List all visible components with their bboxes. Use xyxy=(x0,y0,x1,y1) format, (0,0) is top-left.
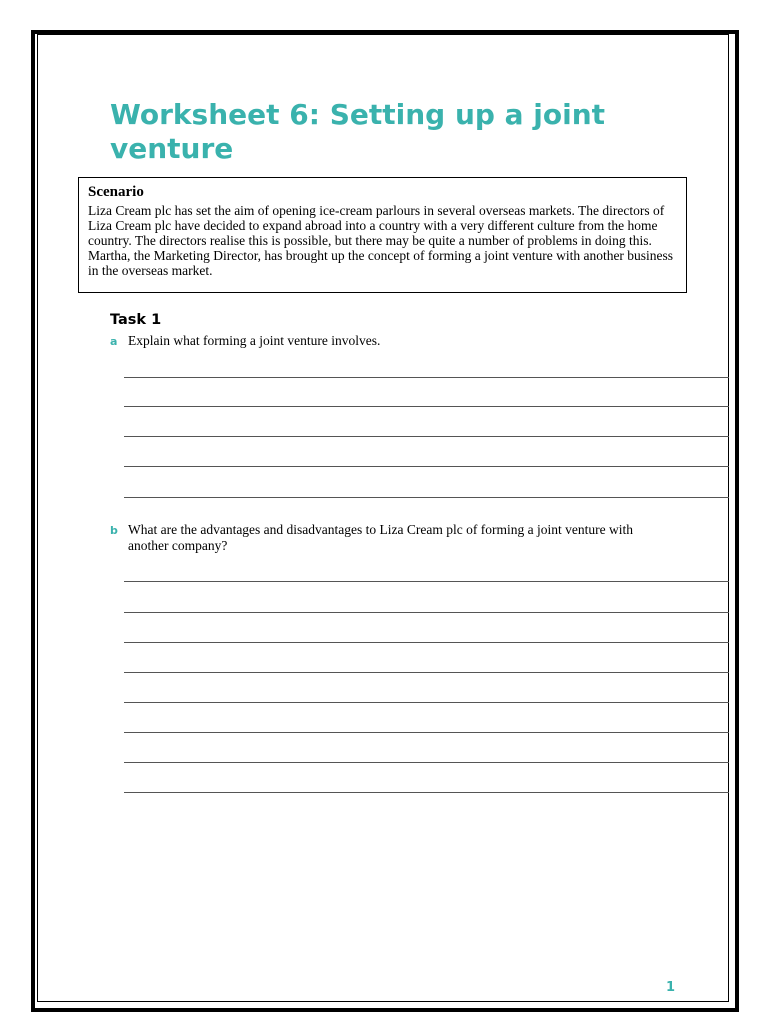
question-text: Explain what forming a joint venture involves. xyxy=(128,333,381,348)
answer-line-a2[interactable] xyxy=(124,406,729,407)
question-letter: a xyxy=(110,335,118,348)
scenario-paragraph-1: Liza Cream plc has set the aim of opening ice-cream parlours in several overseas markets. The directors of Liza Cream plc have decided to expand abroad into a country with a very different culture from the home country. The directors realise this is possible, but there may be quite a number of problems in doing this. xyxy=(88,203,665,248)
answer-line-b1[interactable] xyxy=(124,581,729,582)
task-heading: Task 1 xyxy=(110,312,162,328)
question-b xyxy=(110,522,680,554)
scenario-heading: Scenario xyxy=(88,184,144,200)
scenario-box xyxy=(78,177,687,293)
question-a xyxy=(110,333,680,350)
answer-line-b7[interactable] xyxy=(124,762,729,763)
page-number: 1 xyxy=(666,980,676,995)
answer-line-b3[interactable] xyxy=(124,642,729,643)
answer-line-a5[interactable] xyxy=(124,497,729,498)
question-text: What are the advantages and disadvantages to Liza Cream plc of forming a joint venture with another company? xyxy=(128,522,633,553)
question-letter: b xyxy=(110,524,118,537)
answer-line-b5[interactable] xyxy=(124,702,729,703)
answer-line-b2[interactable] xyxy=(124,612,729,613)
answer-line-a4[interactable] xyxy=(124,466,729,467)
answer-line-b6[interactable] xyxy=(124,732,729,733)
answer-line-b4[interactable] xyxy=(124,672,729,673)
worksheet-title: Worksheet 6: Setting up a joint venture xyxy=(110,98,606,165)
scenario-paragraph-2: Martha, the Marketing Director, has brought up the concept of forming a joint venture with another business in the overseas market. xyxy=(88,248,674,278)
answer-line-a3[interactable] xyxy=(124,436,729,437)
answer-line-b8[interactable] xyxy=(124,792,729,793)
answer-line-a1[interactable] xyxy=(124,377,729,378)
